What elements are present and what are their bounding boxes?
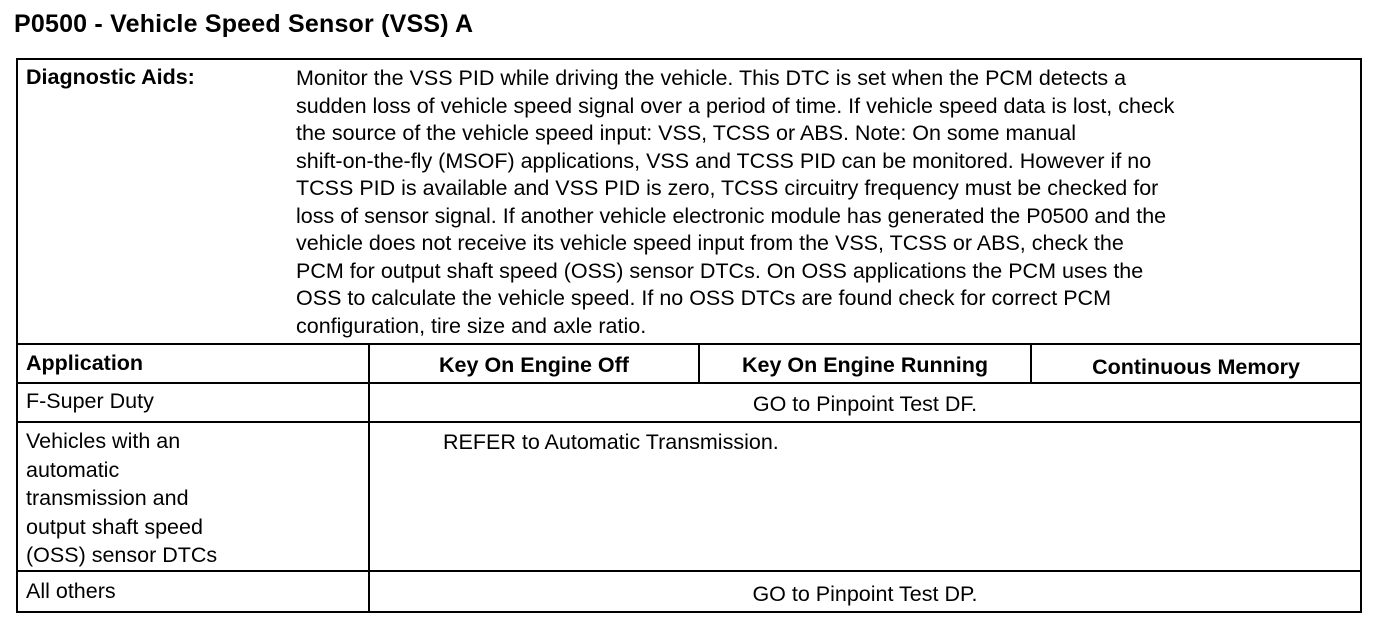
row-action: GO to Pinpoint Test DF. (752, 392, 978, 416)
application-line: output shaft speed (26, 514, 203, 539)
row-application: F-Super Duty (26, 389, 154, 413)
row-application (26, 427, 217, 570)
application-line: transmission and (26, 486, 189, 510)
header-key-on-engine-running: Key On Engine Running (741, 353, 989, 377)
application-line: Vehicles with an (26, 429, 181, 453)
aids-line: sudden loss of vehicle speed signal over a period of time. If vehicle speed data is lost, check (296, 93, 1175, 118)
application-line: (OSS) sensor DTCs (26, 543, 218, 567)
aids-line: OSS to calculate the vehicle speed. If no OSS DTCs are found check for correct PCM (296, 286, 1111, 310)
header-continuous-memory: Continuous Memory (1092, 355, 1300, 379)
divider-col-application (368, 343, 370, 611)
aids-line: PCM for output shaft speed (OSS) sensor DTCs. On OSS applications the PCM uses the (296, 258, 1144, 283)
divider-row2-bottom (18, 570, 1360, 572)
row-action: REFER to Automatic Transmission. (443, 430, 779, 454)
aids-line: Monitor the VSS PID while driving the vehicle. This DTC is set when the PCM detects a (296, 66, 1127, 90)
diagnostic-aids-label: Diagnostic Aids: (26, 65, 195, 89)
aids-line: TCSS PID is available and VSS PID is zero, TCSS circuitry frequency must be checked for (296, 176, 1159, 200)
divider-row1-bottom (18, 421, 1360, 423)
diagnostic-table (16, 58, 1362, 613)
divider-aids-bottom (18, 343, 1360, 345)
divider-header-bottom (18, 382, 1360, 384)
aids-line: the source of the vehicle speed input: VSS, TCSS or ABS. Note: On some manual (296, 121, 1076, 145)
application-line: automatic (26, 457, 120, 482)
aids-line: configuration, tire size and axle ratio. (296, 313, 647, 338)
aids-line: loss of sensor signal. If another vehicle electronic module has generated the P0500 and the (296, 203, 1167, 228)
row-application: All others (26, 579, 116, 603)
page-title: P0500 - Vehicle Speed Sensor (VSS) A (14, 10, 474, 38)
row-action: GO to Pinpoint Test DP. (752, 582, 978, 606)
aids-line: vehicle does not receive its vehicle speed input from the VSS, TCSS or ABS, check the (296, 231, 1124, 255)
aids-line: shift-on-the-fly (MSOF) applications, VSS and TCSS PID can be monitored. However if no (296, 148, 1152, 173)
diagnostic-aids-text (296, 65, 1174, 340)
header-application: Application (26, 351, 144, 375)
header-key-on-engine-off: Key On Engine Off (439, 353, 629, 377)
